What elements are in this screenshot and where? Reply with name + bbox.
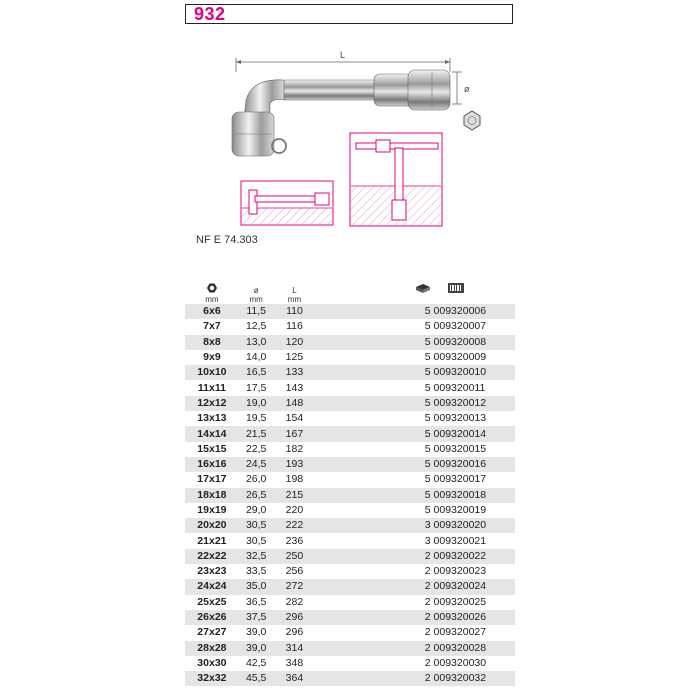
table-row bbox=[185, 396, 515, 411]
table-row bbox=[185, 350, 515, 365]
diameter-cell: 30,5 bbox=[239, 533, 274, 548]
quantity-cell: 5 bbox=[404, 380, 434, 395]
size-cell: 11x11 bbox=[185, 380, 239, 395]
table-row bbox=[185, 564, 515, 579]
article-code-cell: 009320018 bbox=[434, 488, 515, 503]
quantity-cell: 2 bbox=[404, 641, 434, 656]
size-cell: 24x24 bbox=[185, 579, 239, 594]
table-row bbox=[185, 488, 515, 503]
table-body bbox=[185, 304, 515, 686]
product-number: 932 bbox=[194, 4, 226, 24]
diameter-cell: 12,5 bbox=[239, 319, 274, 334]
size-cell: 18x18 bbox=[185, 488, 239, 503]
size-cell: 28x28 bbox=[185, 641, 239, 656]
diameter-cell: 39,0 bbox=[239, 625, 274, 640]
article-code-cell: 009320028 bbox=[434, 641, 515, 656]
length-cell: 296 bbox=[274, 625, 316, 640]
size-cell: 25x25 bbox=[185, 595, 239, 610]
quantity-cell: 2 bbox=[404, 610, 434, 625]
size-cell: 13x13 bbox=[185, 411, 239, 426]
size-cell: 15x15 bbox=[185, 442, 239, 457]
length-cell: 222 bbox=[274, 518, 316, 533]
table-row bbox=[185, 319, 515, 334]
diameter-cell: 30,5 bbox=[239, 518, 274, 533]
quantity-cell: 2 bbox=[404, 549, 434, 564]
length-cell: 348 bbox=[274, 656, 316, 671]
length-cell: 148 bbox=[274, 396, 316, 411]
length-cell: 364 bbox=[274, 671, 316, 686]
article-code-cell: 009320024 bbox=[434, 579, 515, 594]
table-row bbox=[185, 442, 515, 457]
length-cell: 125 bbox=[274, 350, 316, 365]
article-code-cell: 009320017 bbox=[434, 472, 515, 487]
quantity-cell: 5 bbox=[404, 319, 434, 334]
diameter-cell: 26,0 bbox=[239, 472, 274, 487]
article-code-cell: 009320027 bbox=[434, 625, 515, 640]
quantity-cell: 5 bbox=[404, 396, 434, 411]
article-code-cell: 009320032 bbox=[434, 671, 515, 686]
length-cell: 220 bbox=[274, 503, 316, 518]
diameter-cell: 32,5 bbox=[239, 549, 274, 564]
table-row bbox=[185, 595, 515, 610]
diameter-cell: 16,5 bbox=[239, 365, 274, 380]
diameter-cell: 26,5 bbox=[239, 488, 274, 503]
diameter-cell: 35,0 bbox=[239, 579, 274, 594]
quantity-cell: 5 bbox=[404, 335, 434, 350]
diameter-cell: 36,5 bbox=[239, 595, 274, 610]
article-code-cell: 009320012 bbox=[434, 396, 515, 411]
diameter-cell: 45,5 bbox=[239, 671, 274, 686]
diameter-cell: 21,5 bbox=[239, 426, 274, 441]
quantity-cell: 5 bbox=[404, 457, 434, 472]
quantity-cell: 5 bbox=[404, 304, 434, 319]
length-cell: 250 bbox=[274, 549, 316, 564]
length-cell: 193 bbox=[274, 457, 316, 472]
table-row bbox=[185, 304, 515, 319]
article-code-cell: 009320010 bbox=[434, 365, 515, 380]
table-row bbox=[185, 641, 515, 656]
diameter-cell: 29,0 bbox=[239, 503, 274, 518]
quantity-cell: 5 bbox=[404, 442, 434, 457]
length-cell: 167 bbox=[274, 426, 316, 441]
table-row bbox=[185, 365, 515, 380]
length-dimension bbox=[236, 50, 450, 72]
usage-diagram-horizontal bbox=[241, 181, 333, 225]
size-cell: 32x32 bbox=[185, 671, 239, 686]
table-row bbox=[185, 457, 515, 472]
length-cell: 133 bbox=[274, 365, 316, 380]
size-cell: 30x30 bbox=[185, 656, 239, 671]
length-cell: 236 bbox=[274, 533, 316, 548]
quantity-cell: 2 bbox=[404, 579, 434, 594]
article-code-cell: 009320006 bbox=[434, 304, 515, 319]
length-label: L bbox=[340, 50, 346, 60]
length-symbol: L bbox=[292, 286, 297, 295]
size-cell: 12x12 bbox=[185, 396, 239, 411]
size-cell: 22x22 bbox=[185, 549, 239, 564]
table-row bbox=[185, 671, 515, 686]
hex-nut-icon bbox=[185, 282, 239, 295]
quantity-cell: 2 bbox=[404, 595, 434, 610]
length-cell: 272 bbox=[274, 579, 316, 594]
quantity-cell: 5 bbox=[404, 365, 434, 380]
table-row bbox=[185, 579, 515, 594]
package-box-icon bbox=[404, 282, 434, 295]
table-row bbox=[185, 411, 515, 426]
length-cell: 256 bbox=[274, 564, 316, 579]
diameter-dimension bbox=[452, 72, 470, 104]
size-cell: 23x23 bbox=[185, 564, 239, 579]
quantity-cell: 2 bbox=[404, 625, 434, 640]
quantity-cell: 2 bbox=[404, 564, 434, 579]
table-row bbox=[185, 549, 515, 564]
quantity-cell: 5 bbox=[404, 350, 434, 365]
table-row bbox=[185, 625, 515, 640]
length-cell: 198 bbox=[274, 472, 316, 487]
size-cell: 21x21 bbox=[185, 533, 239, 548]
length-cell: 215 bbox=[274, 488, 316, 503]
length-cell: 182 bbox=[274, 442, 316, 457]
article-code-cell: 009320025 bbox=[434, 595, 515, 610]
size-cell: 16x16 bbox=[185, 457, 239, 472]
article-code-cell: 009320008 bbox=[434, 335, 515, 350]
quantity-cell: 3 bbox=[404, 533, 434, 548]
article-code-cell: 009320019 bbox=[434, 503, 515, 518]
icon-header-row bbox=[185, 282, 515, 295]
quantity-cell: 2 bbox=[404, 656, 434, 671]
quantity-cell: 5 bbox=[404, 503, 434, 518]
article-code-cell: 009320007 bbox=[434, 319, 515, 334]
article-code-cell: 009320016 bbox=[434, 457, 515, 472]
length-cell: 314 bbox=[274, 641, 316, 656]
table-row bbox=[185, 335, 515, 350]
table-row bbox=[185, 503, 515, 518]
quantity-cell: 3 bbox=[404, 518, 434, 533]
size-cell: 6x6 bbox=[185, 304, 239, 319]
diameter-cell: 24,5 bbox=[239, 457, 274, 472]
diameter-cell: 19,5 bbox=[239, 411, 274, 426]
diameter-cell: 14,0 bbox=[239, 350, 274, 365]
size-cell: 14x14 bbox=[185, 426, 239, 441]
size-cell: 26x26 bbox=[185, 610, 239, 625]
table-row bbox=[185, 472, 515, 487]
size-cell: 9x9 bbox=[185, 350, 239, 365]
size-cell: 20x20 bbox=[185, 518, 239, 533]
diameter-unit: mm bbox=[249, 295, 263, 304]
diameter-cell: 39,0 bbox=[239, 641, 274, 656]
quantity-cell: 2 bbox=[404, 671, 434, 686]
table-row bbox=[185, 533, 515, 548]
size-unit: mm bbox=[205, 295, 219, 304]
length-cell: 110 bbox=[274, 304, 316, 319]
size-cell: 10x10 bbox=[185, 365, 239, 380]
article-code-cell: 009320030 bbox=[434, 656, 515, 671]
table-row bbox=[185, 380, 515, 395]
table-row bbox=[185, 426, 515, 441]
diameter-cell: 13,0 bbox=[239, 335, 274, 350]
article-code-cell: 009320022 bbox=[434, 549, 515, 564]
quantity-cell: 5 bbox=[404, 411, 434, 426]
diameter-symbol: ø bbox=[253, 286, 259, 295]
diameter-cell: 42,5 bbox=[239, 656, 274, 671]
quantity-cell: 5 bbox=[404, 426, 434, 441]
length-cell: 143 bbox=[274, 380, 316, 395]
barcode-label-icon bbox=[434, 282, 515, 295]
length-cell: 116 bbox=[274, 319, 316, 334]
length-unit: mm bbox=[287, 295, 302, 304]
table-row bbox=[185, 518, 515, 533]
article-code-cell: 009320013 bbox=[434, 411, 515, 426]
table-row bbox=[185, 610, 515, 625]
article-code-cell: 009320020 bbox=[434, 518, 515, 533]
diameter-cell: 17,5 bbox=[239, 380, 274, 395]
diameter-cell: 11,5 bbox=[239, 304, 274, 319]
wrench-illustration bbox=[0, 0, 700, 280]
quantity-cell: 5 bbox=[404, 472, 434, 487]
size-cell: 7x7 bbox=[185, 319, 239, 334]
diameter-label: ø bbox=[464, 84, 470, 94]
article-code-cell: 009320026 bbox=[434, 610, 515, 625]
length-cell: 154 bbox=[274, 411, 316, 426]
quantity-cell: 5 bbox=[404, 488, 434, 503]
article-code-cell: 009320014 bbox=[434, 426, 515, 441]
unit-header-row bbox=[185, 295, 515, 304]
size-cell: 17x17 bbox=[185, 472, 239, 487]
standard-reference: NF E 74.303 bbox=[196, 234, 258, 246]
table-row bbox=[185, 656, 515, 671]
length-cell: 282 bbox=[274, 595, 316, 610]
size-cell: 27x27 bbox=[185, 625, 239, 640]
article-code-cell: 009320015 bbox=[434, 442, 515, 457]
size-cell: 8x8 bbox=[185, 335, 239, 350]
length-cell: 120 bbox=[274, 335, 316, 350]
diameter-cell: 37,5 bbox=[239, 610, 274, 625]
diameter-cell: 33,5 bbox=[239, 564, 274, 579]
diameter-cell: 22,5 bbox=[239, 442, 274, 457]
article-code-cell: 009320009 bbox=[434, 350, 515, 365]
length-cell: 296 bbox=[274, 610, 316, 625]
usage-diagram-vertical bbox=[350, 133, 442, 226]
article-code-cell: 009320011 bbox=[434, 380, 515, 395]
article-code-cell: 009320021 bbox=[434, 533, 515, 548]
article-code-cell: 009320023 bbox=[434, 564, 515, 579]
diameter-cell: 19,0 bbox=[239, 396, 274, 411]
size-cell: 19x19 bbox=[185, 503, 239, 518]
specification-table bbox=[185, 282, 515, 686]
